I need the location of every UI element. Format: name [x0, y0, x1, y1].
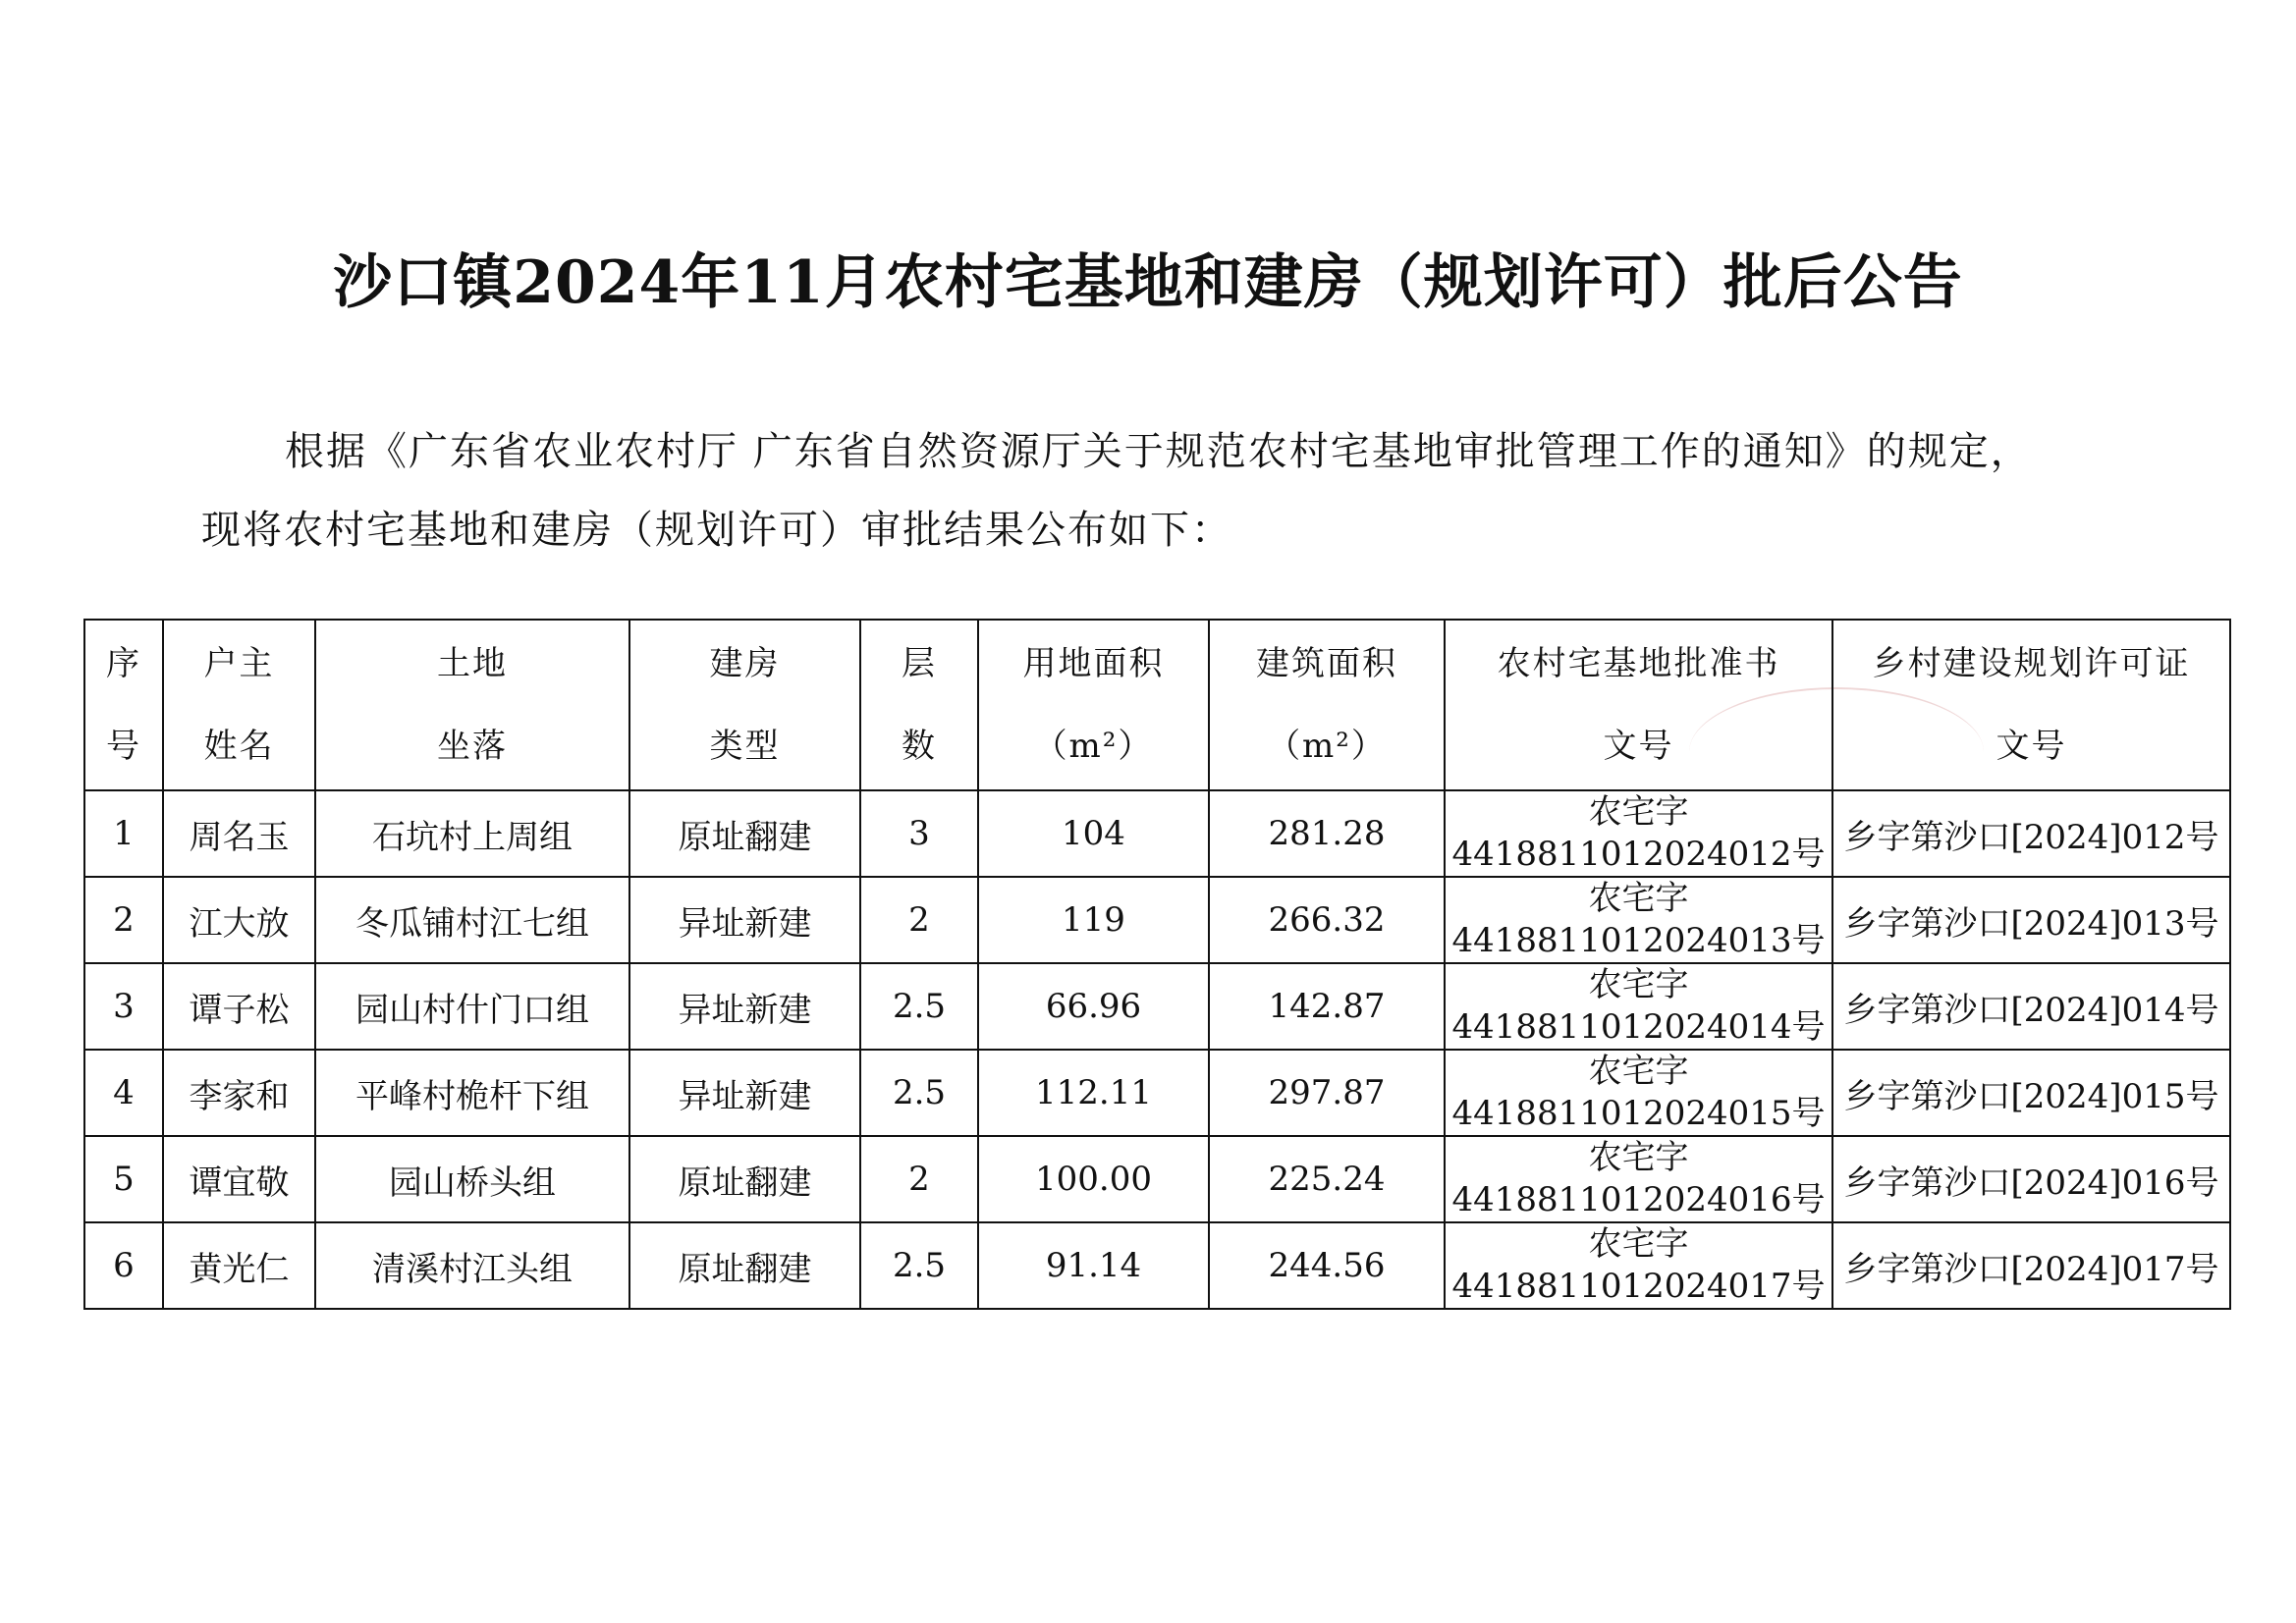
header-homestead-approval-no: 农村宅基地批准书 文号: [1445, 620, 1832, 790]
cell-homestead-approval-no: 农宅字 4418811012024012号: [1445, 790, 1832, 877]
cell-build-type: 原址翻建: [629, 1222, 860, 1309]
cell-floors: 2.5: [860, 963, 978, 1050]
cell-homestead-approval-no: 农宅字 4418811012024017号: [1445, 1222, 1832, 1309]
header-land-area: 用地面积 （m²）: [978, 620, 1209, 790]
header-build-type: 建房 类型: [629, 620, 860, 790]
cell-no: 6: [84, 1222, 163, 1309]
cell-land-area: 66.96: [978, 963, 1209, 1050]
cell-land-area: 100.00: [978, 1136, 1209, 1222]
cell-planning-permit-no: 乡字第沙口[2024]012号: [1832, 790, 2230, 877]
header-floors: 层 数: [860, 620, 978, 790]
table-row: [84, 790, 2230, 877]
approval-table: [83, 619, 2231, 1310]
intro-line-2: 现将农村宅基地和建房（规划许可）审批结果公布如下：: [201, 508, 1232, 553]
cell-no: 5: [84, 1136, 163, 1222]
table-row: [84, 963, 2230, 1050]
cell-floors: 3: [860, 790, 978, 877]
cell-build-area: 142.87: [1209, 963, 1445, 1050]
cell-floors: 2.5: [860, 1050, 978, 1136]
cell-build-type: 异址新建: [629, 877, 860, 963]
cell-owner-name: 江大放: [163, 877, 315, 963]
header-land-location: 土地 坐落: [315, 620, 629, 790]
cell-build-type: 异址新建: [629, 963, 860, 1050]
cell-no: 3: [84, 963, 163, 1050]
cell-owner-name: 李家和: [163, 1050, 315, 1136]
table-row: [84, 1222, 2230, 1309]
cell-homestead-approval-no: 农宅字 4418811012024014号: [1445, 963, 1832, 1050]
header-planning-permit-no: 乡村建设规划许可证 文号: [1832, 620, 2230, 790]
cell-planning-permit-no: 乡字第沙口[2024]014号: [1832, 963, 2230, 1050]
table-row: [84, 877, 2230, 963]
intro-paragraph: [201, 412, 2156, 569]
cell-land-location: 园山村什门口组: [315, 963, 629, 1050]
cell-land-area: 91.14: [978, 1222, 1209, 1309]
cell-land-location: 冬瓜铺村江七组: [315, 877, 629, 963]
cell-no: 2: [84, 877, 163, 963]
cell-homestead-approval-no: 农宅字 4418811012024016号: [1445, 1136, 1832, 1222]
cell-owner-name: 谭子松: [163, 963, 315, 1050]
cell-no: 1: [84, 790, 163, 877]
cell-floors: 2: [860, 877, 978, 963]
cell-owner-name: 周名玉: [163, 790, 315, 877]
cell-homestead-approval-no: 农宅字 4418811012024015号: [1445, 1050, 1832, 1136]
cell-owner-name: 谭宜敬: [163, 1136, 315, 1222]
cell-build-area: 281.28: [1209, 790, 1445, 877]
cell-planning-permit-no: 乡字第沙口[2024]013号: [1832, 877, 2230, 963]
cell-land-location: 石坑村上周组: [315, 790, 629, 877]
cell-build-type: 原址翻建: [629, 1136, 860, 1222]
cell-land-area: 119: [978, 877, 1209, 963]
cell-land-area: 112.11: [978, 1050, 1209, 1136]
cell-build-area: 244.56: [1209, 1222, 1445, 1309]
cell-land-location: 平峰村桅杆下组: [315, 1050, 629, 1136]
cell-build-area: 297.87: [1209, 1050, 1445, 1136]
cell-build-area: 266.32: [1209, 877, 1445, 963]
table-header-row: [84, 620, 2230, 790]
page-title: 沙口镇2024年11月农村宅基地和建房（规划许可）批后公告: [333, 248, 1963, 317]
intro-line-1: 根据《广东省农业农村厅 广东省自然资源厅关于规范农村宅基地审批管理工作的通知》的规定，: [285, 429, 2032, 474]
cell-floors: 2.5: [860, 1222, 978, 1309]
cell-land-area: 104: [978, 790, 1209, 877]
cell-planning-permit-no: 乡字第沙口[2024]016号: [1832, 1136, 2230, 1222]
table-row: [84, 1136, 2230, 1222]
cell-homestead-approval-no: 农宅字 4418811012024013号: [1445, 877, 1832, 963]
cell-land-location: 清溪村江头组: [315, 1222, 629, 1309]
header-owner-name: 户主 姓名: [163, 620, 315, 790]
cell-build-type: 异址新建: [629, 1050, 860, 1136]
table-row: [84, 1050, 2230, 1136]
cell-build-type: 原址翻建: [629, 790, 860, 877]
header-no: 序 号: [84, 620, 163, 790]
cell-floors: 2: [860, 1136, 978, 1222]
cell-no: 4: [84, 1050, 163, 1136]
cell-planning-permit-no: 乡字第沙口[2024]017号: [1832, 1222, 2230, 1309]
cell-build-area: 225.24: [1209, 1136, 1445, 1222]
header-build-area: 建筑面积 （m²）: [1209, 620, 1445, 790]
cell-planning-permit-no: 乡字第沙口[2024]015号: [1832, 1050, 2230, 1136]
cell-owner-name: 黄光仁: [163, 1222, 315, 1309]
cell-land-location: 园山桥头组: [315, 1136, 629, 1222]
